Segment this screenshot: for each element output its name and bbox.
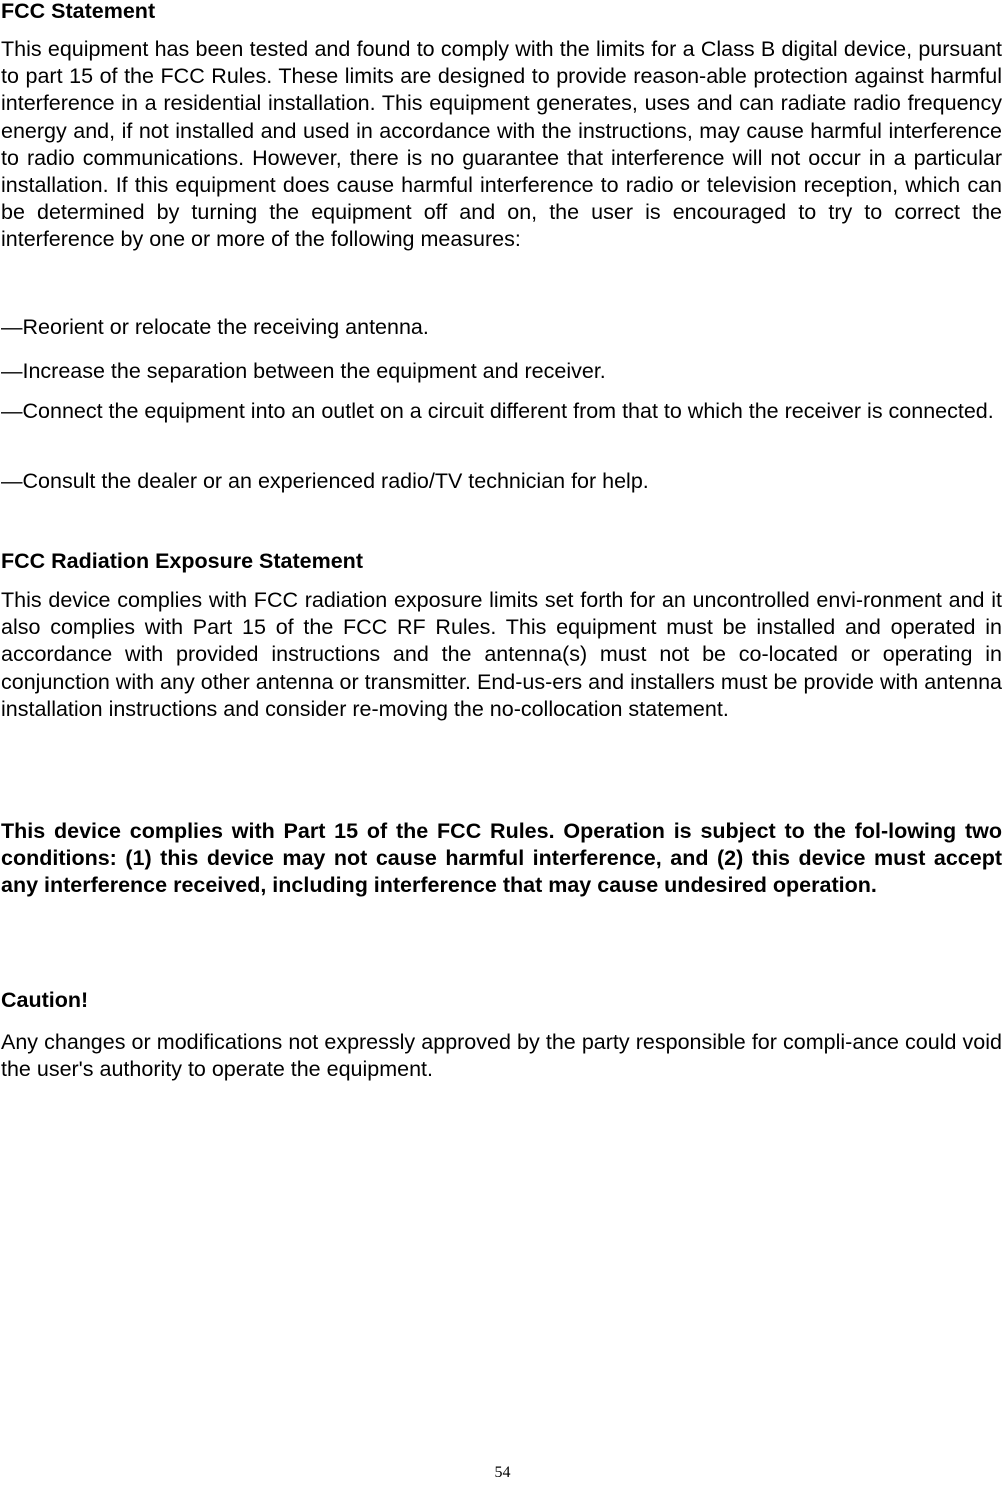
measure-item: —Reorient or relocate the receiving antenna. <box>1 315 429 339</box>
fcc-statement-paragraph: This equipment has been tested and found to comply with the limits for a Class B digital device, pursuant to part 15 of the FCC Rules. These limits are designed to provide reason-able protection against harmful interference in a residential installation. This equipment generates, uses and can radiate radio frequency energy and, if not installed and used in accordance with the instructions, may cause harmful interference to radio communications. However, there is no guarantee that interference will not occur in a particular installation. If this equipment does cause harmful interference to radio or television reception, which can be determined by turning the equipment off and on, the user is encouraged to try to correct the interference by one or more of the following measures: <box>1 37 1002 252</box>
caution-paragraph: Any changes or modifications not expressly approved by the party responsible for compli-ance could void the user's authority to operate the equipment. <box>1 1030 1002 1082</box>
part15-notice-paragraph: This device complies with Part 15 of the FCC Rules. Operation is subject to the fol-lowing two conditions: (1) this device may not cause harmful interference, and (2) this device must accept any interference received, including interference that may cause undesired operation. <box>1 819 1002 898</box>
measure-item: —Increase the separation between the equipment and receiver. <box>1 359 606 383</box>
radiation-exposure-heading: FCC Radiation Exposure Statement <box>1 549 363 573</box>
radiation-exposure-paragraph: This device complies with FCC radiation exposure limits set forth for an uncontrolled envi-ronment and it also complies with Part 15 of the FCC RF Rules. This equipment must be installed and operated in accordance with provided instructions and the antenna(s) must not be co-located or operating in conjunction with any other antenna or transmitter. End-us-ers and installers must be provide with antenna installation instructions and consider re-moving the no-collocation statement. <box>1 588 1002 721</box>
measure-item: —Connect the equipment into an outlet on a circuit different from that to which the receiver is connected. <box>1 399 994 423</box>
caution-heading: Caution! <box>1 988 89 1012</box>
page-number: 54 <box>494 1464 511 1481</box>
fcc-statement-heading: FCC Statement <box>1 0 156 23</box>
measure-item: —Consult the dealer or an experienced radio/TV technician for help. <box>1 469 649 493</box>
